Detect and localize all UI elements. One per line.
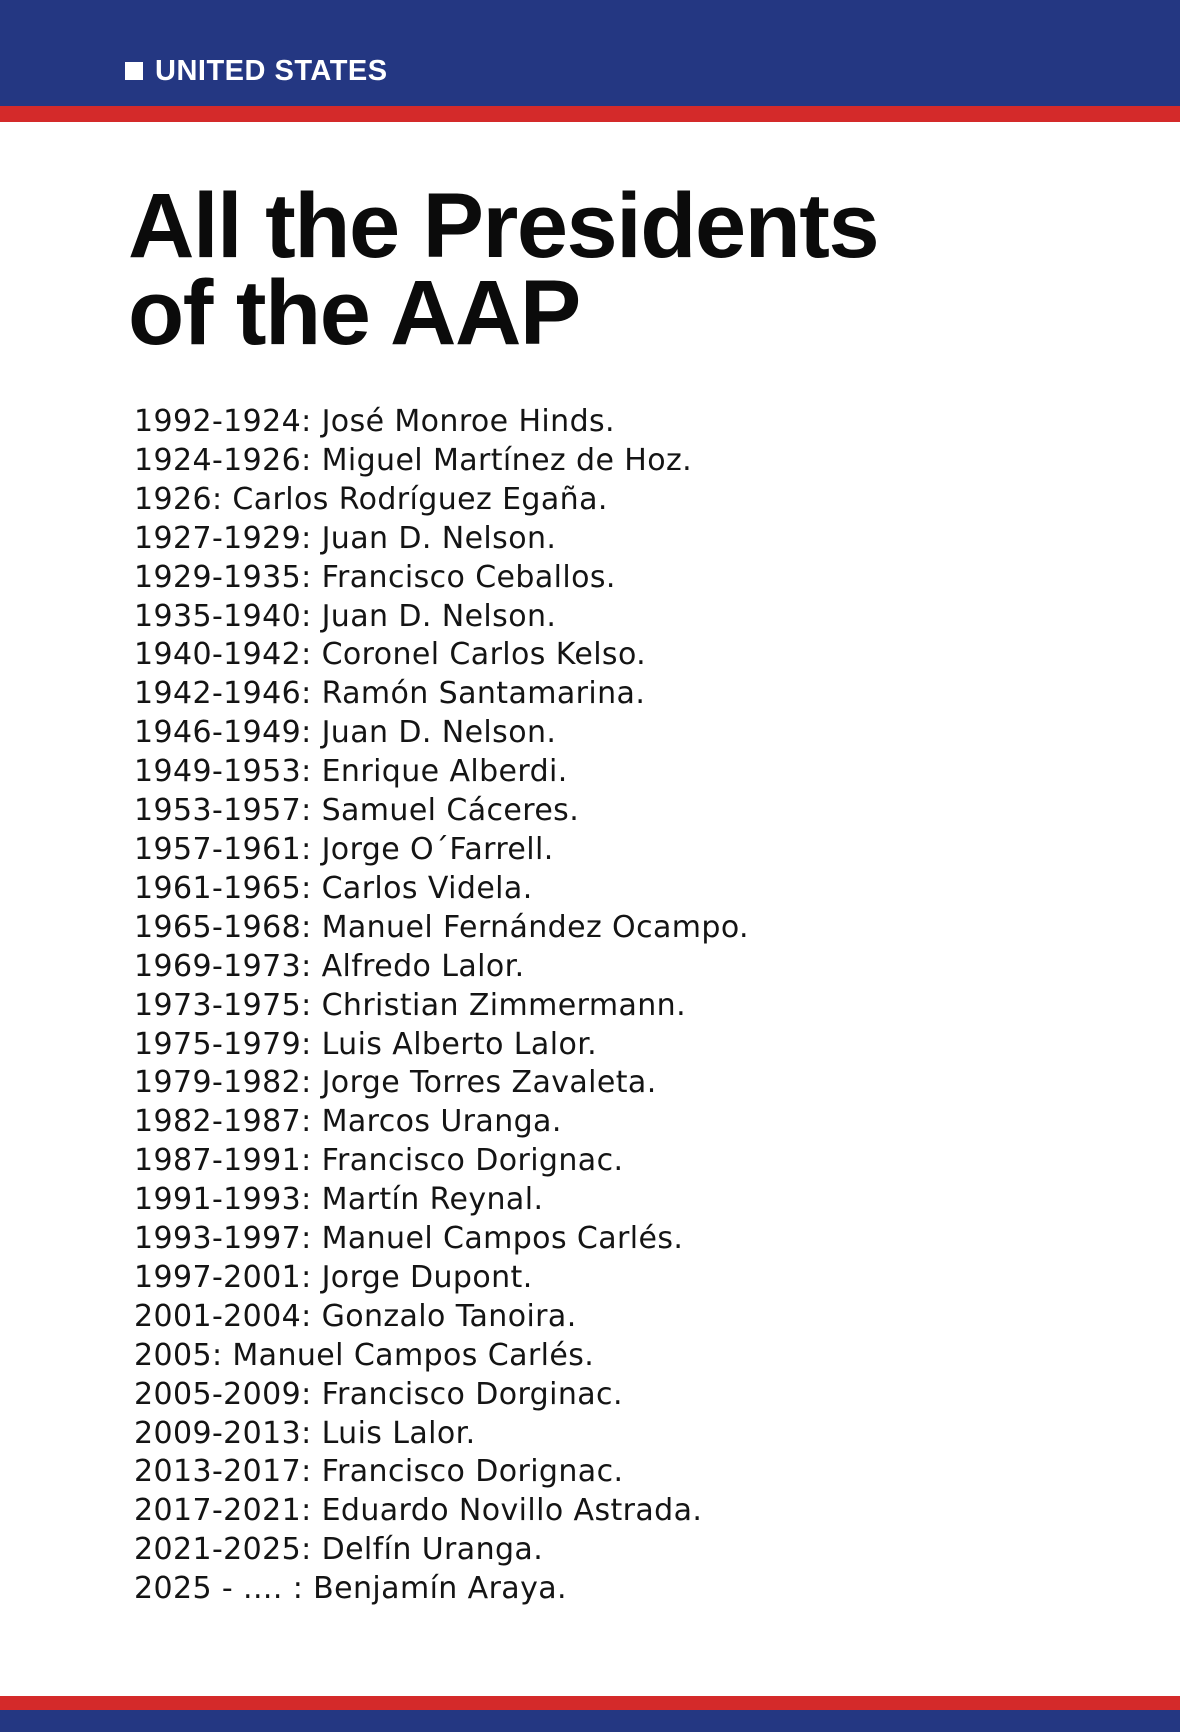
page-title-line-2: of the AAP bbox=[128, 262, 580, 364]
list-item: 2013-2017: Francisco Dorignac. bbox=[134, 1454, 624, 1490]
page-title bbox=[128, 175, 1128, 364]
list-item: 1940-1942: Coronel Carlos Kelso. bbox=[134, 637, 647, 673]
list-item: 1992-1924: José Monroe Hinds. bbox=[134, 404, 615, 439]
list-item: 1997-2001: Jorge Dupont. bbox=[134, 1259, 533, 1295]
list-item: 1987-1991: Francisco Dorignac. bbox=[134, 1143, 624, 1179]
presidents-list bbox=[134, 403, 749, 1609]
list-item: 1982-1987: Marcos Uranga. bbox=[134, 1104, 562, 1140]
list-item: 1961-1965: Carlos Videla. bbox=[134, 870, 533, 906]
list-item: 1993-1997: Manuel Campos Carlés. bbox=[134, 1221, 684, 1257]
footer-band bbox=[0, 1710, 1180, 1732]
list-item: 2001-2004: Gonzalo Tanoira. bbox=[134, 1298, 577, 1334]
list-item: 2009-2013: Luis Lalor. bbox=[134, 1415, 476, 1451]
square-bullet-icon bbox=[125, 62, 143, 80]
list-item: 2017-2021: Eduardo Novillo Astrada. bbox=[134, 1493, 703, 1529]
list-item: 1957-1961: Jorge O´Farrell. bbox=[134, 831, 554, 867]
list-item: 1927-1929: Juan D. Nelson. bbox=[134, 520, 557, 556]
list-item: 1953-1957: Samuel Cáceres. bbox=[134, 793, 580, 829]
footer-red-stripe bbox=[0, 1696, 1180, 1710]
list-item: 1929-1935: Francisco Ceballos. bbox=[134, 559, 616, 595]
list-item: 1979-1982: Jorge Torres Zavaleta. bbox=[134, 1065, 657, 1101]
section-label-text: UNITED STATES bbox=[155, 55, 388, 87]
list-item: 1924-1926: Miguel Martínez de Hoz. bbox=[134, 442, 693, 478]
list-item: 1965-1968: Manuel Fernández Ocampo. bbox=[134, 909, 749, 945]
list-item: 1991-1993: Martín Reynal. bbox=[134, 1182, 544, 1218]
list-item: 2005-2009: Francisco Dorginac. bbox=[134, 1376, 623, 1412]
page-title-line-1: All the Presidents bbox=[128, 175, 879, 277]
section-label bbox=[125, 52, 388, 90]
header-red-stripe bbox=[0, 106, 1180, 122]
list-item: 1969-1973: Alfredo Lalor. bbox=[134, 948, 525, 984]
list-item: 2021-2025: Delfín Uranga. bbox=[134, 1532, 544, 1568]
list-item: 2025 - .... : Benjamín Araya. bbox=[134, 1571, 567, 1607]
list-item: 1949-1953: Enrique Alberdi. bbox=[134, 754, 568, 790]
list-item: 1942-1946: Ramón Santamarina. bbox=[134, 676, 646, 712]
list-item: 1926: Carlos Rodríguez Egaña. bbox=[134, 481, 608, 517]
list-item: 1973-1975: Christian Zimmermann. bbox=[134, 987, 687, 1023]
list-item: 1975-1979: Luis Alberto Lalor. bbox=[134, 1026, 598, 1062]
list-item: 2005: Manuel Campos Carlés. bbox=[134, 1337, 595, 1373]
list-item: 1946-1949: Juan D. Nelson. bbox=[134, 715, 557, 751]
list-item: 1935-1940: Juan D. Nelson. bbox=[134, 598, 557, 634]
